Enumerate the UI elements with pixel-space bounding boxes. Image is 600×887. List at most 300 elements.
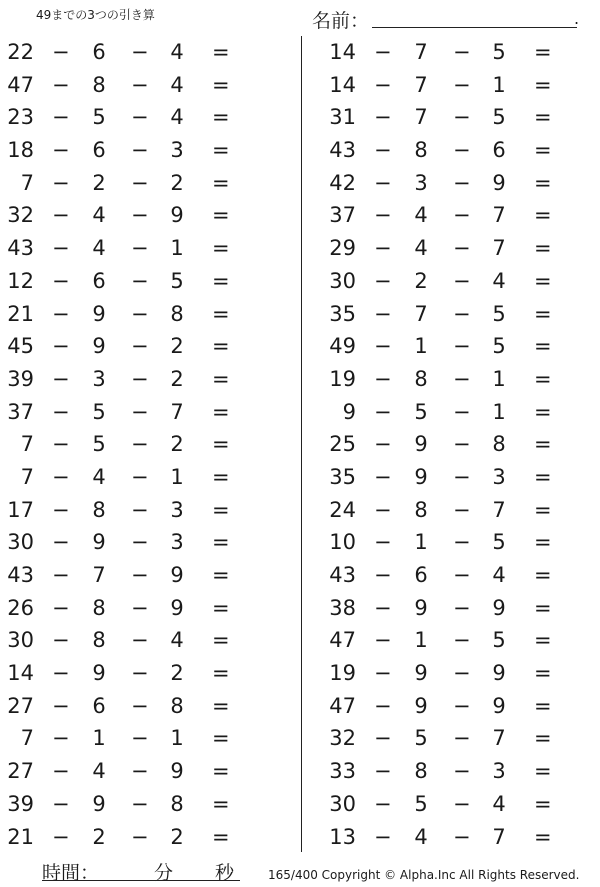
- first-number: 43: [329, 563, 356, 587]
- problem-row: [322, 199, 600, 232]
- first-number: 35: [329, 464, 356, 489]
- equals-sign: =: [534, 824, 552, 849]
- minus-sign: −: [52, 759, 70, 784]
- first-number: 19: [329, 661, 356, 686]
- problem-row: [322, 788, 600, 821]
- equals-sign: =: [212, 530, 230, 555]
- second-number: 9: [414, 693, 428, 718]
- problem-row: [0, 428, 290, 461]
- minus-sign: −: [374, 791, 392, 816]
- name-dot: .: [574, 9, 580, 28]
- second-number: 5: [92, 105, 106, 130]
- equals-sign: =: [534, 40, 552, 64]
- equals-sign: =: [534, 432, 552, 457]
- second-number: 2: [92, 824, 106, 849]
- first-number: 43: [7, 563, 34, 587]
- minus-sign: −: [131, 301, 149, 326]
- third-number: 2: [170, 432, 184, 457]
- first-number: 26: [7, 595, 34, 620]
- minus-sign: −: [453, 203, 471, 228]
- third-number: 7: [492, 824, 506, 849]
- third-number: 9: [492, 661, 506, 686]
- minus-sign: −: [131, 693, 149, 718]
- third-number: 6: [492, 138, 506, 163]
- problem-row: [0, 232, 290, 265]
- third-number: 4: [170, 628, 184, 653]
- problem-row: [0, 330, 290, 363]
- minus-sign: −: [52, 399, 70, 424]
- minus-sign: −: [374, 661, 392, 686]
- third-number: 9: [492, 170, 506, 195]
- first-number: 14: [329, 40, 356, 64]
- second-number: 5: [92, 399, 106, 424]
- minus-sign: −: [453, 366, 471, 391]
- name-label: 名前：: [312, 10, 370, 32]
- problem-row: [0, 36, 290, 69]
- second-number: 1: [414, 530, 428, 555]
- equals-sign: =: [212, 497, 230, 522]
- first-number: 45: [7, 334, 34, 359]
- second-number: 9: [92, 301, 106, 326]
- equals-sign: =: [212, 464, 230, 489]
- minus-sign: −: [453, 301, 471, 326]
- minus-sign: −: [131, 791, 149, 816]
- problem-row: [322, 428, 600, 461]
- third-number: 8: [170, 301, 184, 326]
- minus-sign: −: [453, 791, 471, 816]
- equals-sign: =: [534, 628, 552, 653]
- second-number: 8: [414, 497, 428, 522]
- third-number: 9: [492, 693, 506, 718]
- second-number: 5: [414, 726, 428, 751]
- minus-sign: −: [453, 628, 471, 653]
- minus-sign: −: [374, 366, 392, 391]
- minus-sign: −: [374, 301, 392, 326]
- second-number: 6: [92, 268, 106, 293]
- problem-row: [0, 101, 290, 134]
- problem-row: [322, 69, 600, 102]
- equals-sign: =: [212, 661, 230, 686]
- first-number: 14: [7, 661, 34, 686]
- problem-row: [0, 494, 290, 527]
- minus-sign: −: [52, 693, 70, 718]
- minus-sign: −: [374, 530, 392, 555]
- first-number: 17: [7, 497, 34, 522]
- minus-sign: −: [453, 530, 471, 555]
- third-number: 8: [170, 791, 184, 816]
- equals-sign: =: [534, 170, 552, 195]
- second-number: 7: [414, 72, 428, 97]
- equals-sign: =: [534, 759, 552, 784]
- problem-row: [322, 363, 600, 396]
- minus-sign: −: [52, 661, 70, 686]
- minus-sign: −: [453, 693, 471, 718]
- minus-sign: −: [131, 530, 149, 555]
- minus-sign: −: [453, 464, 471, 489]
- first-number: 7: [20, 464, 34, 489]
- third-number: 2: [170, 661, 184, 686]
- second-number: 4: [92, 759, 106, 784]
- minus-sign: −: [453, 170, 471, 195]
- first-number: 29: [329, 236, 356, 261]
- problem-row: [0, 265, 290, 298]
- minus-sign: −: [52, 791, 70, 816]
- minus-sign: −: [52, 432, 70, 457]
- problem-row: [0, 821, 290, 854]
- minus-sign: −: [131, 72, 149, 97]
- second-number: 5: [414, 791, 428, 816]
- equals-sign: =: [534, 693, 552, 718]
- problem-row: [322, 134, 600, 167]
- second-number: 9: [92, 661, 106, 686]
- first-number: 23: [7, 105, 34, 130]
- equals-sign: =: [534, 236, 552, 261]
- minus-sign: −: [453, 334, 471, 359]
- equals-sign: =: [212, 334, 230, 359]
- second-number: 8: [92, 497, 106, 522]
- minus-sign: −: [453, 105, 471, 130]
- minus-sign: −: [374, 399, 392, 424]
- minus-sign: −: [52, 366, 70, 391]
- problem-row: [0, 690, 290, 723]
- problem-row: [0, 624, 290, 657]
- problem-row: [0, 69, 290, 102]
- third-number: 8: [170, 693, 184, 718]
- problem-row: [0, 559, 290, 592]
- third-number: 9: [492, 595, 506, 620]
- third-number: 7: [492, 236, 506, 261]
- problem-row: [0, 298, 290, 331]
- third-number: 9: [170, 203, 184, 228]
- first-number: 39: [7, 366, 34, 391]
- minus-sign: −: [131, 497, 149, 522]
- minus-sign: −: [52, 236, 70, 261]
- minus-sign: −: [374, 268, 392, 293]
- second-number: 7: [92, 563, 106, 587]
- minus-sign: −: [453, 824, 471, 849]
- problem-row: [322, 821, 600, 854]
- second-number: 8: [414, 138, 428, 163]
- minus-sign: −: [453, 563, 471, 587]
- first-number: 14: [329, 72, 356, 97]
- first-number: 30: [329, 791, 356, 816]
- second-number: 5: [414, 399, 428, 424]
- first-number: 43: [7, 236, 34, 261]
- problem-row: [322, 722, 600, 755]
- minus-sign: −: [131, 563, 149, 587]
- first-number: 19: [329, 366, 356, 391]
- problem-row: [322, 167, 600, 200]
- second-number: 9: [92, 334, 106, 359]
- minus-sign: −: [131, 236, 149, 261]
- second-number: 1: [414, 334, 428, 359]
- second-number: 9: [92, 791, 106, 816]
- third-number: 2: [170, 334, 184, 359]
- third-number: 5: [170, 268, 184, 293]
- second-number: 2: [92, 170, 106, 195]
- minus-sign: −: [374, 497, 392, 522]
- second-number: 9: [414, 464, 428, 489]
- problem-row: [322, 526, 600, 559]
- minus-sign: −: [52, 138, 70, 163]
- minus-sign: −: [453, 40, 471, 64]
- minus-sign: −: [453, 595, 471, 620]
- copyright-footer: 165/400 Copyright © Alpha.Inc All Rights Reserved.: [268, 868, 580, 882]
- first-number: 47: [329, 693, 356, 718]
- equals-sign: =: [212, 366, 230, 391]
- seconds-label: 秒: [215, 862, 235, 884]
- minus-sign: −: [131, 432, 149, 457]
- first-number: 35: [329, 301, 356, 326]
- problem-row: [322, 657, 600, 690]
- second-number: 9: [92, 530, 106, 555]
- first-number: 39: [7, 791, 34, 816]
- second-number: 8: [92, 72, 106, 97]
- second-number: 4: [92, 203, 106, 228]
- equals-sign: =: [534, 399, 552, 424]
- equals-sign: =: [212, 170, 230, 195]
- third-number: 4: [492, 268, 506, 293]
- second-number: 1: [92, 726, 106, 751]
- second-number: 9: [414, 595, 428, 620]
- equals-sign: =: [534, 563, 552, 587]
- minus-sign: −: [52, 530, 70, 555]
- minus-sign: −: [131, 334, 149, 359]
- equals-sign: =: [534, 72, 552, 97]
- minus-sign: −: [374, 138, 392, 163]
- first-number: 13: [329, 824, 356, 849]
- first-number: 37: [7, 399, 34, 424]
- minus-sign: −: [131, 759, 149, 784]
- minus-sign: −: [131, 726, 149, 751]
- minus-sign: −: [374, 759, 392, 784]
- equals-sign: =: [212, 203, 230, 228]
- minus-sign: −: [453, 72, 471, 97]
- minus-sign: −: [374, 72, 392, 97]
- minus-sign: −: [374, 105, 392, 130]
- first-number: 21: [7, 824, 34, 849]
- second-number: 6: [92, 40, 106, 64]
- first-number: 10: [329, 530, 356, 555]
- minus-sign: −: [374, 40, 392, 64]
- minus-sign: −: [52, 72, 70, 97]
- minus-sign: −: [52, 464, 70, 489]
- second-number: 9: [414, 432, 428, 457]
- third-number: 1: [492, 72, 506, 97]
- equals-sign: =: [212, 824, 230, 849]
- first-number: 32: [329, 726, 356, 751]
- second-number: 4: [92, 464, 106, 489]
- third-number: 7: [170, 399, 184, 424]
- equals-sign: =: [212, 628, 230, 653]
- minus-sign: −: [131, 824, 149, 849]
- minutes-label: 分: [154, 862, 174, 884]
- name-underline: [372, 27, 577, 28]
- minus-sign: −: [374, 563, 392, 587]
- minus-sign: −: [131, 203, 149, 228]
- minus-sign: −: [374, 824, 392, 849]
- minus-sign: −: [52, 595, 70, 620]
- third-number: 3: [492, 464, 506, 489]
- minus-sign: −: [52, 726, 70, 751]
- minus-sign: −: [374, 432, 392, 457]
- equals-sign: =: [534, 138, 552, 163]
- minus-sign: −: [131, 366, 149, 391]
- equals-sign: =: [212, 138, 230, 163]
- third-number: 5: [492, 301, 506, 326]
- minus-sign: −: [453, 726, 471, 751]
- first-number: 12: [7, 268, 34, 293]
- minus-sign: −: [131, 595, 149, 620]
- first-number: 30: [7, 530, 34, 555]
- minus-sign: −: [453, 759, 471, 784]
- first-number: 7: [20, 726, 34, 751]
- second-number: 9: [414, 661, 428, 686]
- equals-sign: =: [212, 693, 230, 718]
- second-number: 8: [92, 628, 106, 653]
- problem-row: [322, 265, 600, 298]
- problem-row: [0, 461, 290, 494]
- third-number: 4: [170, 105, 184, 130]
- second-number: 3: [92, 366, 106, 391]
- third-number: 3: [492, 759, 506, 784]
- equals-sign: =: [212, 40, 230, 64]
- third-number: 7: [492, 726, 506, 751]
- equals-sign: =: [534, 530, 552, 555]
- worksheet-title: 49までの3つの引き算: [36, 8, 155, 22]
- first-number: 47: [7, 72, 34, 97]
- first-number: 27: [7, 693, 34, 718]
- problem-row: [0, 657, 290, 690]
- first-number: 38: [329, 595, 356, 620]
- first-number: 18: [7, 138, 34, 163]
- equals-sign: =: [534, 105, 552, 130]
- equals-sign: =: [534, 464, 552, 489]
- first-number: 7: [20, 432, 34, 457]
- equals-sign: =: [534, 366, 552, 391]
- first-number: 7: [20, 170, 34, 195]
- minus-sign: −: [453, 661, 471, 686]
- problem-row: [0, 526, 290, 559]
- first-number: 30: [329, 268, 356, 293]
- equals-sign: =: [212, 791, 230, 816]
- minus-sign: −: [131, 399, 149, 424]
- minus-sign: −: [374, 693, 392, 718]
- third-number: 9: [170, 595, 184, 620]
- third-number: 2: [170, 170, 184, 195]
- problem-row: [0, 755, 290, 788]
- equals-sign: =: [212, 595, 230, 620]
- minus-sign: −: [453, 497, 471, 522]
- third-number: 7: [492, 203, 506, 228]
- second-number: 2: [414, 268, 428, 293]
- problem-row: [322, 36, 600, 69]
- minus-sign: −: [453, 268, 471, 293]
- second-number: 3: [414, 170, 428, 195]
- second-number: 6: [92, 693, 106, 718]
- equals-sign: =: [212, 268, 230, 293]
- second-number: 4: [92, 236, 106, 261]
- problem-row: [322, 755, 600, 788]
- equals-sign: =: [212, 399, 230, 424]
- equals-sign: =: [212, 726, 230, 751]
- third-number: 1: [492, 366, 506, 391]
- first-number: 25: [329, 432, 356, 457]
- minus-sign: −: [374, 595, 392, 620]
- minus-sign: −: [131, 268, 149, 293]
- first-number: 9: [342, 399, 356, 424]
- minus-sign: −: [374, 464, 392, 489]
- minus-sign: −: [131, 138, 149, 163]
- second-number: 8: [92, 595, 106, 620]
- problem-row: [0, 592, 290, 625]
- problem-row: [0, 396, 290, 429]
- minus-sign: −: [453, 432, 471, 457]
- third-number: 5: [492, 40, 506, 64]
- equals-sign: =: [534, 334, 552, 359]
- equals-sign: =: [212, 301, 230, 326]
- problem-row: [0, 722, 290, 755]
- minus-sign: −: [374, 236, 392, 261]
- third-number: 7: [492, 497, 506, 522]
- problem-row: [322, 101, 600, 134]
- third-number: 5: [492, 334, 506, 359]
- problem-column-right: [322, 36, 600, 853]
- time-underline: [42, 880, 240, 881]
- third-number: 2: [170, 824, 184, 849]
- problem-row: [322, 559, 600, 592]
- minus-sign: −: [131, 40, 149, 64]
- third-number: 9: [170, 759, 184, 784]
- equals-sign: =: [212, 759, 230, 784]
- problem-row: [0, 788, 290, 821]
- minus-sign: −: [52, 268, 70, 293]
- time-label: 時間：: [42, 862, 100, 884]
- problem-column-left: [0, 36, 290, 853]
- first-number: 22: [7, 40, 34, 64]
- minus-sign: −: [131, 105, 149, 130]
- third-number: 1: [170, 726, 184, 751]
- equals-sign: =: [534, 268, 552, 293]
- first-number: 32: [7, 203, 34, 228]
- first-number: 37: [329, 203, 356, 228]
- first-number: 21: [7, 301, 34, 326]
- equals-sign: =: [534, 595, 552, 620]
- first-number: 43: [329, 138, 356, 163]
- third-number: 1: [492, 399, 506, 424]
- third-number: 1: [170, 464, 184, 489]
- second-number: 7: [414, 301, 428, 326]
- equals-sign: =: [212, 72, 230, 97]
- problem-row: [322, 624, 600, 657]
- equals-sign: =: [212, 432, 230, 457]
- minus-sign: −: [453, 138, 471, 163]
- minus-sign: −: [374, 170, 392, 195]
- problem-row: [0, 363, 290, 396]
- equals-sign: =: [534, 301, 552, 326]
- problem-row: [322, 461, 600, 494]
- first-number: 24: [329, 497, 356, 522]
- equals-sign: =: [212, 105, 230, 130]
- minus-sign: −: [131, 464, 149, 489]
- third-number: 4: [492, 791, 506, 816]
- second-number: 4: [414, 203, 428, 228]
- third-number: 5: [492, 530, 506, 555]
- minus-sign: −: [52, 203, 70, 228]
- problem-row: [322, 592, 600, 625]
- second-number: 7: [414, 105, 428, 130]
- minus-sign: −: [52, 170, 70, 195]
